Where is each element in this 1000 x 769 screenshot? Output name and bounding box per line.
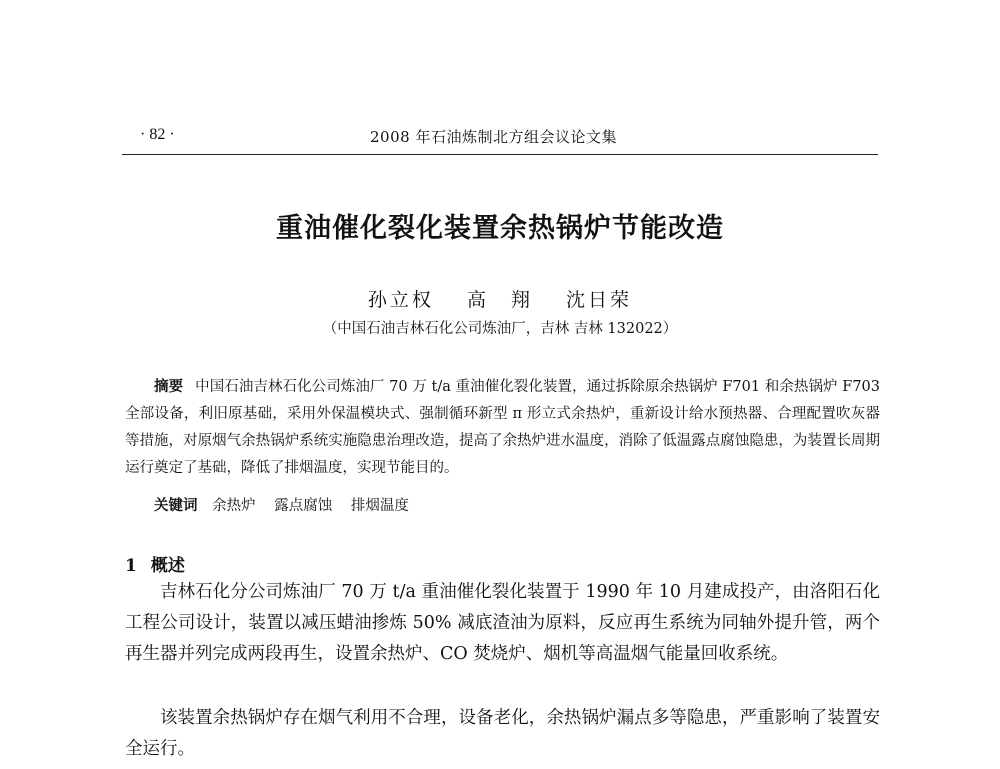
section-title: 概述 xyxy=(150,556,185,576)
body-paragraph: 该装置余热锅炉存在烟气利用不合理，设备老化，余热锅炉漏点多等隐患，严重影响了装置安全运行。 xyxy=(125,708,880,759)
author-affiliation: （中国石油吉林石化公司炼油厂，吉林 吉林 132022） xyxy=(322,321,678,337)
section-heading xyxy=(125,551,185,576)
author-list xyxy=(0,285,1000,312)
author-name: 沈日荣 xyxy=(566,289,633,311)
author-name: 高 翔 xyxy=(466,289,533,311)
author-name: 孙立权 xyxy=(367,289,434,311)
running-header-bar xyxy=(122,122,878,155)
paper-title: 重油催化裂化装置余热锅炉节能改造 xyxy=(276,213,724,244)
section-number: 1 xyxy=(125,556,137,576)
abstract xyxy=(125,373,880,482)
abstract-label: 摘要 xyxy=(154,378,184,395)
body-paragraph: 吉林石化分公司炼油厂 70 万 t/a 重油催化裂化装置于 1990 年 10 月建成投产，由洛阳石化工程公司设计，装置以减压蜡油掺炼 50% 减底渣油为原料，反应再生系统为同轴外提升管，两个再生器并列完成两段再生，设置余热炉、CO 焚烧炉、烟机等高温烟气能量回收系统。 xyxy=(125,582,880,664)
keyword: 露点腐蚀 xyxy=(274,498,333,514)
keyword: 余热炉 xyxy=(212,498,256,514)
abstract-text: 中国石油吉林石化公司炼油厂 70 万 t/a 重油催化裂化装置，通过拆除原余热锅炉 F701 和余热锅炉 F703 全部设备，利旧原基础，采用外保温模块式、强制循环新型 π 形立式余热炉，重新设计给水预热器、合理配置吹灰器等措施，对原烟气余热锅炉系统实施隐患治理改造，提高了余热炉进水温度，消除了低温露点腐蚀隐患，为装置长周期运行奠定了基础，降低了排烟温度，实现节能目的。 xyxy=(125,379,881,476)
running-header-title: 2008 年石油炼制北方组会议论文集 xyxy=(370,128,617,146)
keyword: 排烟温度 xyxy=(350,498,409,514)
page-number: · 82 · xyxy=(140,126,175,143)
keywords xyxy=(125,494,880,515)
keywords-label: 关键词 xyxy=(154,497,198,514)
